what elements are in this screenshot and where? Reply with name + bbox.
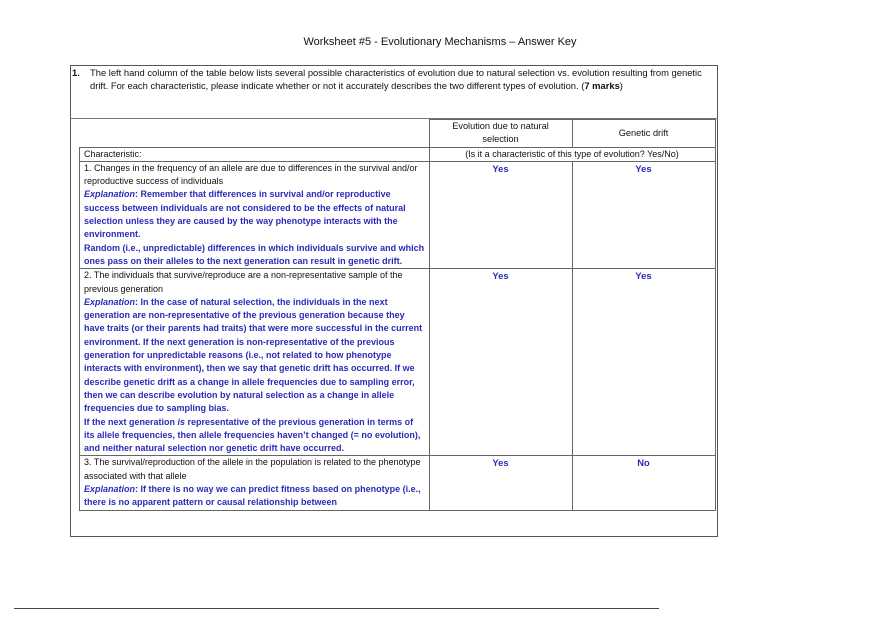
question-text-wrapper (90, 66, 712, 92)
table-subheader-row (80, 147, 716, 161)
characteristic-text: 2. The individuals that survive/reproduce are a non-representative sample of the previous generation (84, 270, 403, 294)
answer-natural-selection: Yes (429, 456, 572, 510)
footer-divider (14, 608, 659, 609)
answer-genetic-drift: Yes (572, 161, 715, 268)
header-natural-selection: Evolution due to natural selection (429, 120, 572, 148)
answer-table (79, 119, 716, 511)
question-marks: 7 marks (584, 80, 620, 92)
answer-natural-selection: Yes (429, 269, 572, 456)
yes-no-instruction: (Is it a characteristic of this type of evolution? Yes/No) (429, 147, 715, 161)
explanation-extra-pre: If the next generation (84, 416, 178, 427)
characteristic-label: Characteristic: (80, 147, 430, 161)
characteristic-cell (80, 161, 430, 268)
explanation-text: : If there is no way we can predict fitness based on phenotype (i.e., there is no apparent pattern or causal relationship between (84, 484, 421, 508)
explanation-text: : Remember that differences in survival and/or reproductive success between individuals are not considered to be the effects of natural selection unless they are caused by the way phenotype interacts with the environment. (84, 189, 406, 240)
explanation (84, 296, 425, 416)
characteristic-cell (80, 269, 430, 456)
header-genetic-drift: Genetic drift (572, 120, 715, 148)
answer-natural-selection: Yes (429, 161, 572, 268)
question-text: The left hand column of the table below lists several possible characteristics of evolution due to natural selection vs. evolution resulting from genetic drift. For each characteristic, please indicate whether or not it accurately describes the two different types of evolution. ( (90, 67, 702, 92)
explanation-extra-post: representative of the previous generation in terms of its allele frequencies, then allele frequencies haven’t changed (= no evolution), and neither natural selection nor genetic drift have occurred. (84, 416, 421, 454)
page-title: Worksheet #5 - Evolutionary Mechanisms – Answer Key (303, 36, 577, 48)
answer-genetic-drift: No (572, 456, 715, 510)
answer-genetic-drift: Yes (572, 269, 715, 456)
table-row (80, 456, 716, 510)
explanation-text: : In the case of natural selection, the individuals in the next generation are non-representative of the previous generation because they have traits (or their parents had traits) that were more successful in the current environment. If the next generation is non-representative of the previous generation for unpredictable reasons (i.e., not related to how phenotype interacts with environment), then we say that genetic drift has occurred. If we describe genetic drift as a change in allele frequencies due to sampling error, then we can describe evolution by natural selection as a change in allele frequencies due to sampling bias. (84, 296, 423, 414)
explanation (84, 188, 425, 241)
explanation-label: Explanation (84, 296, 136, 307)
explanation-label: Explanation (84, 484, 136, 495)
question-block (72, 66, 712, 92)
explanation-extra (84, 416, 425, 456)
table-row (80, 161, 716, 268)
question-number: 1. (72, 67, 80, 78)
question-close: ) (619, 80, 623, 92)
header-blank-cell (80, 120, 430, 148)
explanation-extra-emphasis: is (177, 416, 186, 427)
explanation-label: Explanation (84, 189, 136, 200)
explanation (84, 483, 425, 510)
table-row (80, 269, 716, 456)
table-header-row (80, 120, 716, 148)
explanation-extra: Random (i.e., unpredictable) differences in which individuals survive and which ones pass on their alleles to the next generation can result in genetic drift. (84, 242, 425, 266)
characteristic-text: 3. The survival/reproduction of the allele in the population is related to the phenotype associated with that allele (84, 457, 421, 481)
characteristic-cell (80, 456, 430, 510)
characteristic-text: 1. Changes in the frequency of an allele are due to differences in the survival and/or reproductive success of individuals (84, 162, 418, 187)
